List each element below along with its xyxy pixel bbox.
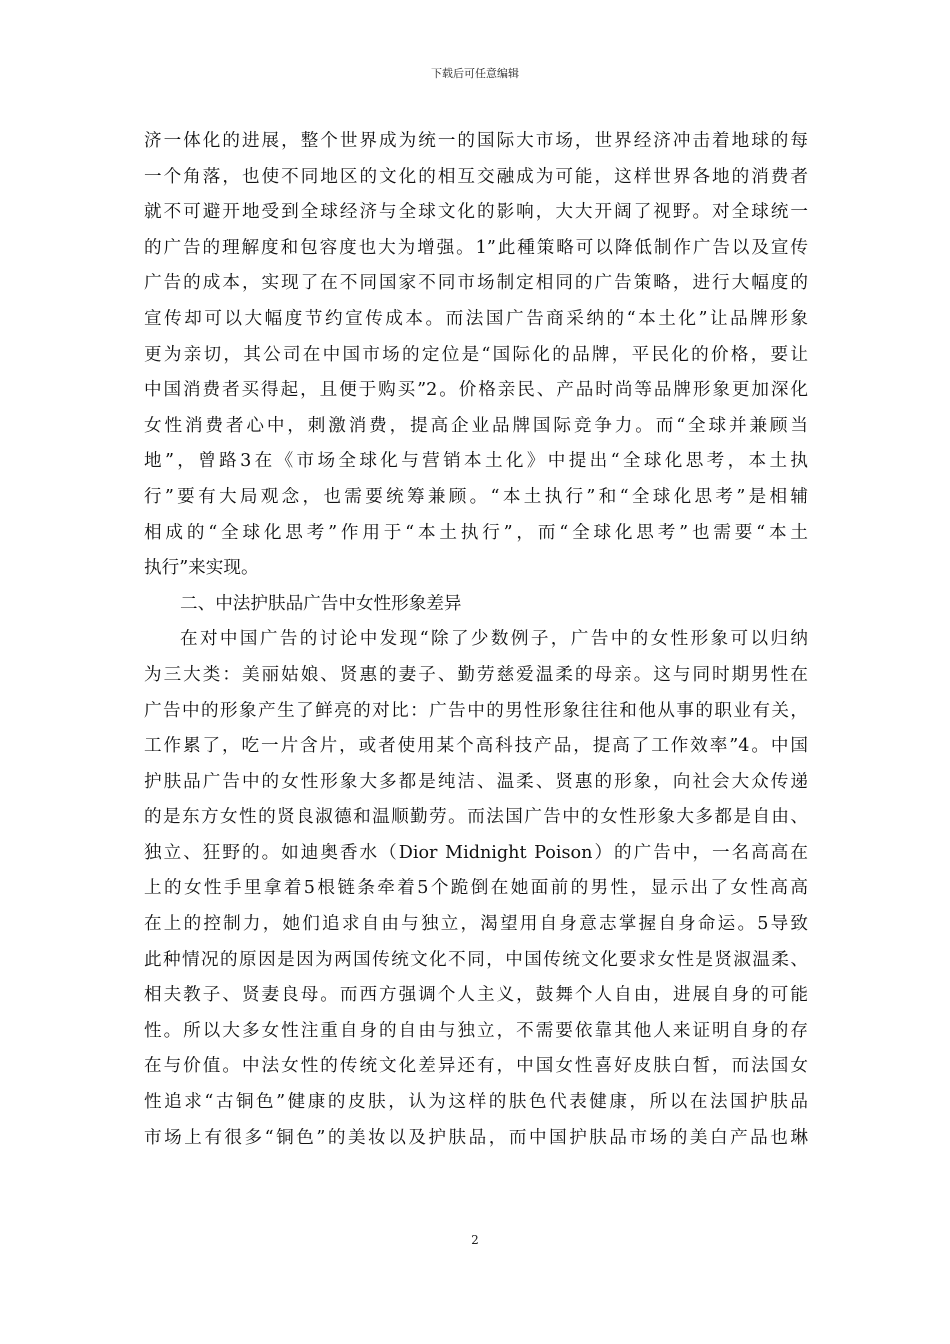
text-line: 地”，曾路3在《市场全球化与营销本土化》中提出“全球化思考，本土执 (144, 451, 808, 472)
text-line: 一个角落，也使不同地区的文化的相互交融成为可能，这样世界各地的消费者 (144, 166, 808, 187)
text-line: 女性消费者心中，刺激消费，提高企业品牌国际竞争力。而“全球并兼顾当 (144, 415, 808, 436)
text-line: 此种情况的原因是因为两国传统文化不同，中国传统文化要求女性是贤淑温柔、 (144, 949, 808, 970)
paragraph-first-line: 在对中国广告的讨论中发现“除了少数例子，广告中的女性形象可以归纳 (180, 629, 808, 650)
text-line: 就不可避开地受到全球经济与全球文化的影响，大大开阔了视野。对全球统一 (144, 202, 808, 223)
text-line: 上的女性手里拿着5根链条牵着5个跪倒在她面前的男性，显示出了女性高高 (144, 878, 808, 899)
text-line: 性。所以大多女性注重自身的自由与独立，不需要依靠其他人来证明自身的存 (144, 1020, 808, 1041)
text-line: 广告中的形象产生了鲜亮的对比：广告中的男性形象往往和他从事的职业有关， (144, 700, 808, 721)
text-line: 中国消费者买得起，且便于购买”2。价格亲民、产品时尚等品牌形象更加深化 (144, 380, 808, 401)
text-line: 在上的控制力，她们追求自由与独立，渴望用自身意志掌握自身命运。5导致 (144, 914, 808, 935)
text-line: 的广告的理解度和包容度也大为增强。1”此種策略可以降低制作广告以及宣传 (144, 237, 808, 258)
text-line: 相夫教子、贤妻良母。而西方强调个人主义，鼓舞个人自由，进展自身的可能 (144, 985, 808, 1006)
text-line: 护肤品广告中的女性形象大多都是纯洁、温柔、贤惠的形象，向社会大众传递 (144, 771, 808, 792)
body-text (144, 124, 808, 1156)
page-number: 2 (471, 1233, 479, 1247)
text-line: 工作累了，吃一片含片，或者使用某个高科技产品，提高了工作效率”4。中国 (144, 736, 808, 757)
text-line: 更为亲切，其公司在中国市场的定位是“国际化的品牌，平民化的价格，要让 (144, 344, 808, 365)
section-heading: 二、中法护肤品广告中女性形象差异 (180, 593, 462, 614)
paragraph-end-line: 执行”来实现。 (144, 558, 259, 579)
text-line: 济一体化的进展，整个世界成为统一的国际大市场，世界经济冲击着地球的每 (144, 131, 808, 151)
text-line: 的是东方女性的贤良淑德和温顺勤劳。而法国广告中的女性形象大多都是自由、 (144, 807, 808, 828)
text-line: 广告的成本，实现了在不同国家不同市场制定相同的广告策略，进行大幅度的 (144, 273, 808, 294)
text-line: 行”要有大局观念，也需要统筹兼顾。“本土执行”和“全球化思考”是相辅 (144, 486, 808, 507)
text-line: 宣传却可以大幅度节约宣传成本。而法国广告商采纳的“本土化”让品牌形象 (144, 308, 808, 329)
text-line: 性追求“古铜色”健康的皮肤，认为这样的肤色代表健康，所以在法国护肤品 (144, 1092, 808, 1113)
text-line: 在与价值。中法女性的传统文化差异还有，中国女性喜好皮肤白皙，而法国女 (144, 1056, 808, 1077)
text-line: 相成的“全球化思考”作用于“本土执行”，而“全球化思考”也需要“本土 (144, 522, 808, 543)
text-line: 为三大类：美丽姑娘、贤惠的妻子、勤劳慈爱温柔的母亲。这与同时期男性在 (144, 664, 808, 685)
text-line: 市场上有很多“铜色”的美妆以及护肤品，而中国护肤品市场的美白产品也琳 (144, 1127, 808, 1148)
page-header: 下载后可任意编辑 (431, 67, 519, 80)
text-line: 独立、狂野的。如迪奥香水（Dior Midnight Poison）的广告中，一名高高在 (144, 842, 808, 863)
